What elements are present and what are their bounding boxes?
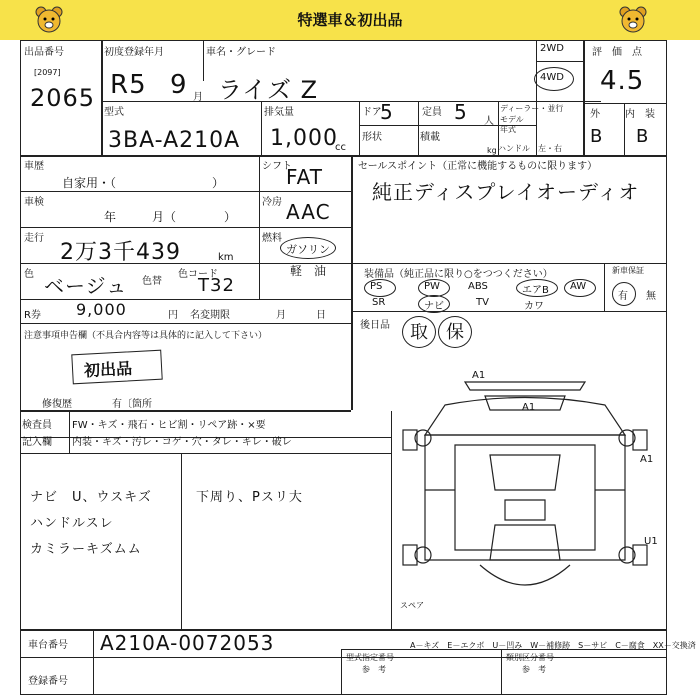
lot-number: 2065 [30,84,96,112]
color-value: ベージュ [44,274,128,298]
first-reg-value: R5 [110,70,147,100]
drive-4wd-circle [534,67,574,91]
inspection-value: 年 月（ ） [104,210,237,224]
color-code-value: T32 [198,275,235,296]
later-value2: 保 [446,322,465,343]
equipment-label: 装備品（純正品に限り○をつつください） [364,269,553,280]
fuel-label: 燃料 [262,233,282,244]
shift-label: シフト [262,161,292,172]
color-code-label: 色コード [178,269,218,280]
shift-value: FAT [286,165,324,189]
warranty-no: 無 [646,291,656,302]
dealer-line3: 年式 [500,125,516,134]
cargo-label: 積載 [420,132,440,143]
sales-value: 純正ディスプレイオーディオ [372,180,640,204]
displacement-label: 排気量 [264,107,294,118]
equip-circle [364,279,396,297]
spare-label: スペア [400,601,424,610]
page-title: 特選車＆初出品 [297,11,403,29]
equip-pw: PW [424,281,440,292]
shape-label: 形状 [362,132,382,143]
warranty-circle [612,282,636,306]
equip-ps: PS [370,281,383,292]
equip-circle [516,279,558,297]
recycle-unit: 円 [168,310,178,321]
usage-label: 車歴 [24,161,44,172]
dealer-line2: モデル [500,115,524,124]
grade-label: 評 価 点 [592,47,642,58]
dealer-handle: ハンドル 左・右 [498,144,562,153]
displacement-value: 1,000 [270,126,338,151]
month-unit: 月 [193,92,203,103]
inspector-label2: 記入欄 [22,437,52,448]
model-label: 型式 [104,107,124,118]
chassis-label: 車台番号 [28,640,68,651]
fuel-diesel: 軽 油 [290,264,327,278]
inspector-label1: 検査員 [22,420,52,431]
drive-4wd: 4WD [540,72,564,83]
equip-abs: ABS [468,281,488,292]
exterior-label: 外 [590,109,600,120]
equip-circle [418,295,450,313]
model-value: 3BA-A210A [108,128,241,153]
reg-number-label: 登録番号 [28,676,68,687]
vehicle-condition-diagram [395,360,655,605]
recycle-value: 9,000 [76,300,127,319]
equip-tv: TV [476,297,489,308]
remark-1: ナビ U、ウスキズ [30,490,152,505]
aircon-label: 冷房 [262,197,282,208]
capacity-unit: 人 [484,116,494,127]
inspection-label: 車検 [24,197,44,208]
equip-leather: カワ [524,301,544,312]
color-label: 色 [24,269,34,280]
repair-value: 有〔箇所 [112,399,152,410]
damage-mark-a1-top: A1 [472,370,486,381]
equip-sr: SR [372,297,386,308]
interior-value: B [636,126,650,147]
later-value1: 取 [410,322,429,343]
recycle-label: R券 [24,310,41,321]
usage-value: 自家用・（ ） [62,176,225,190]
interior-label: 内 装 [625,109,655,120]
warranty-label: 新車保証 [612,266,644,275]
repair-label: 修復歴 [42,399,72,410]
inspector-row2: 内装・キズ・汚レ・コゲ・穴・タレ・キレ・破レ [72,437,292,448]
equip-aw: AW [570,281,587,292]
sales-label: セールスポイント（正常に機能するものに限ります） [358,161,598,172]
class-no-label: 類別区分番号 [506,653,554,662]
later-circle [402,316,436,348]
drive-2wd: 2WD [540,43,564,54]
remark-3: カミラーキズムム [30,542,142,557]
later-circle [438,316,472,348]
warranty-yes: 有 [618,291,628,302]
lot-sub: [2097] [34,68,61,77]
first-reg-month: 9 [170,70,188,100]
fuel-gas-circle [280,237,336,259]
remark-2: ハンドルスレ [30,516,114,531]
inspector-row1: FW・キズ・飛石・ヒビ割・リペア跡・×要 [72,420,266,431]
notes-stamp: 初出品 [83,358,133,381]
cargo-unit: kg [487,146,497,155]
damage-mark-a1-right: A1 [640,454,654,465]
car-name-value: ライズ Z [218,76,319,104]
bear-mascot-icon [34,5,64,33]
mileage-unit: km [218,252,234,263]
capacity-value: 5 [454,100,468,124]
first-reg-label: 初度登録年月 [104,47,164,58]
color-no-label: 色替 [142,276,162,287]
later-label: 後日品 [360,320,390,331]
aircon-value: AAC [286,200,331,224]
model-cert-label: 型式指定番号 [346,653,394,662]
lot-label: 出品番号 [24,47,64,58]
mileage-label: 走行 [24,233,44,244]
car-name-label: 車名・グレード [206,47,276,58]
grade-value: 4.5 [600,66,645,96]
mileage-value: 2万3千439 [60,240,181,265]
model-cert-sub: 参 考 [362,665,386,674]
damage-legend: A－キズ E－エクボ U－凹み W－補修跡 S－サビ C－腐食 XX－交換済 [410,641,696,650]
namechange-value: 月 日 [276,310,326,321]
doors-value: 5 [380,100,394,124]
displacement-unit: cc [335,142,346,153]
equip-circle [564,279,596,297]
capacity-label: 定員 [422,107,442,118]
dealer-line1: ディーラー・並行 [500,104,564,113]
exterior-value: B [590,126,604,147]
equip-airbag: エアB [522,285,549,296]
notes-label: 注意事項申告欄（不具合内容等は具体的に記入して下さい） [24,331,268,341]
fuel-gas: ガソリン [286,243,330,256]
remark-4: 下周り、Pスリ大 [196,490,303,505]
damage-mark-u1: U1 [644,536,658,547]
chassis-value: A210A-0072053 [100,631,275,655]
doors-label: ドア [362,107,382,118]
class-no-sub: 参 考 [522,665,546,674]
damage-mark-a1-mid: A1 [522,402,536,413]
namechange-label: 名変期限 [190,310,230,321]
bear-mascot-icon [618,5,648,33]
equip-navi: ナビ [424,301,444,312]
